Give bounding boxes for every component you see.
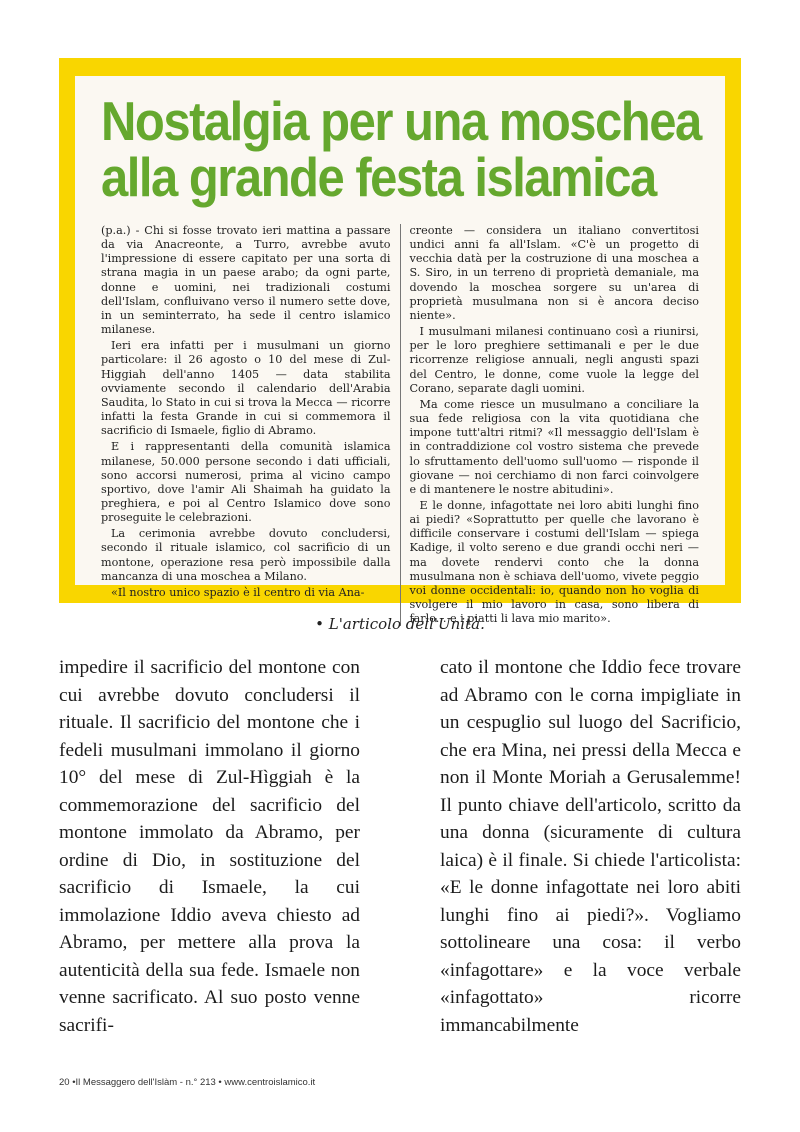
clipping-paragraph: Ma come riesce un musulmano a conciliare la sua fede religiosa con la vita quotidiana che impone tutt'altri ritmi? «Il messaggio dell'Islam è in contraddizione col vostro sistema che prevede lo sfruttamento dell'uomo sull'uomo — risponde il giovane — noi cerchiamo di non farci coinvolgere e di mantenere le nostre abitudini». <box>409 397 699 496</box>
clipping-paragraph: «Il nostro unico spazio è il centro di via Ana- <box>111 585 365 599</box>
clipping-caption: • L'articolo dell'Unità. <box>315 615 485 633</box>
page-footer: 20 •Il Messaggero dell'Islàm - n.° 213 • www.centroislamico.it <box>59 1077 316 1088</box>
body-column-right: cato il montone che Iddio fece trovare ad Abramo con le corna impigliate in un cespuglio sul luogo del Sacrificio, che era Mina, nei pressi della Mecca e non il Monte Moriah a Gerusalemme! Il punto chiave dell'articolo, scritto da una donna (sicuramente di cultura laica) è il finale. Si chiede l'articolista: «E le donne infagottate nei loro abiti lunghi fino ai piedi?». Vogliamo sottolineare una cosa: il verbo «infagottare» e la voce verbale «infagottato» ricorre immancabilmente <box>440 657 741 1036</box>
clipping-column-right <box>400 224 700 626</box>
clipping-paragraph: Ieri era infatti per i musulmani un giorno particolare: il 26 agosto o 10 del mese di Zul-Higgiah dell'anno 1405 — data stabilita ovviamente secondo il calendario dell'Arabia Saudita, lo Stato in cui si trova la Mecca — ricorre infatti la festa Grande in cui si commemora il sacrificio di Ismaele, figlio di Abramo. <box>101 339 391 438</box>
clipping-paragraph: La cerimonia avrebbe dovuto concludersi, secondo il rituale islamico, col sacrificio di un montone, operazione resa però impossibile dalla mancanza di una moschea a Milano. <box>101 527 391 583</box>
clipping-paragraph: I musulmani milanesi continuano così a riunirsi, per le loro preghiere settimanali e per le due ricorrenze religiose annuali, negli angusti spazi del Centro, le donne, come vuole la legge del Corano, separate dagli uomini. <box>409 325 699 395</box>
clipping-paragraph: (p.a.) - Chi si fosse trovato ieri mattina a passare da via Anacreonte, a Turro, avrebbe avuto l'impressione di essere capitato per una sorta di strana magia in un paese arabo; da ogni parte, donne e uomini, nei tradizionali costumi dell'Islam, confluivano verso il numero sette dove, in un seminterrato, ha sede il centro islamico milanese. <box>101 224 391 337</box>
body-column-left: impedire il sacrificio del montone con cui avrebbe dovuto concludersi il rituale. Il sacrificio del montone che i fedeli musulmani immolano il giorno 10° del mese di Zul-Hìggiah è la commemorazione del sacrificio del montone immolato da Abramo, per ordine di Dio, in sostituzione del sacrificio di Ismaele, la cui immolazione Iddio aveva chiesto ad Abramo, per mettere alla prova la autenticità della sua fede. Ismaele non venne sacrificato. Al suo posto venne sacrifi- <box>59 657 360 1036</box>
clipping-paragraph: E le donne, infagottate nei loro abiti lunghi fino ai piedi? «Soprattutto per quelle che lavorano è difficile conservare i costumi dell'Islam — spiega Kadige, il volto sereno e due grandi occhi neri — ma dovete rendervi conto che la donna musulmana non è schiava dell'uomo, vivete peggio voi donne occidentali: io, quando non ho voglia di svolgere il mio lavoro in casa, sono libera di farlo... e i piatti li lava mio marito». <box>409 498 699 626</box>
body-text-columns <box>59 654 741 1039</box>
headline-line-1: Nostalgia per una moschea <box>101 91 701 153</box>
clipping-paragraph: E i rappresentanti della comunità islamica milanese, 50.000 persone secondo i dati ufficiali, sono accorsi numerosi, prima al vicino campo sportivo, dove l'amir Ali Shaimah ha guidato la preghiera, e poi al Centro Islamico dove sono proseguite le celebrazioni. <box>101 440 391 525</box>
clipping-column-left <box>101 224 400 626</box>
headline-line-2: alla grande festa islamica <box>101 147 656 209</box>
clipping-article-columns <box>101 224 699 626</box>
clipping-paragraph: creonte — considera un italiano convertitosi undici anni fa all'Islam. «C'è un progetto di vecchia datà per la costruzione di una moschea a S. Siro, in un terreno di proprietà demaniale, ma dovendo la moschea sorgere su un'area di proprietà musulmana non si è ancora deciso niente». <box>409 224 699 322</box>
clipping-headline <box>101 91 701 209</box>
